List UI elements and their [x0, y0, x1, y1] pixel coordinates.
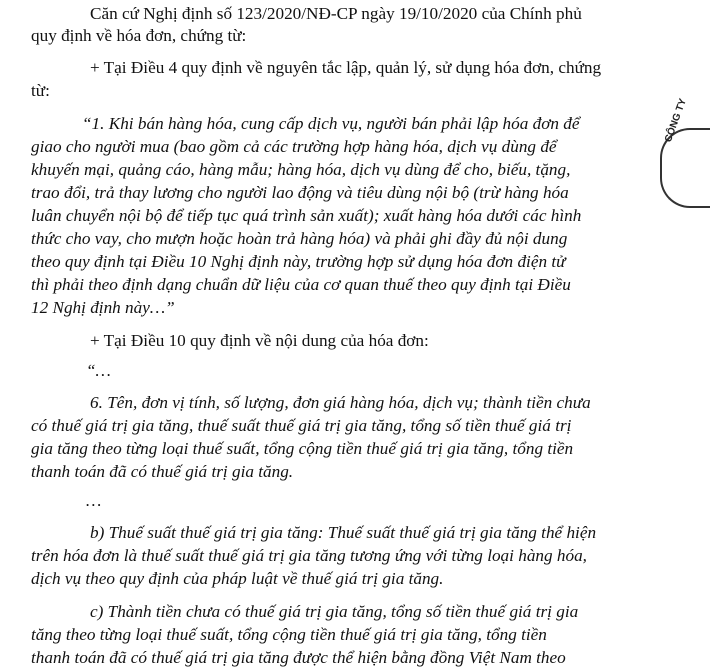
paragraph-line: + Tại Điều 10 quy định về nội dung của hóa đơn:: [90, 331, 429, 350]
quote-line: thức cho vay, cho mượn hoặc hoàn trả hàng hóa) và phải ghi đầy đủ nội dung: [31, 229, 568, 248]
paragraph-line: + Tại Điều 4 quy định về nguyên tắc lập, quản lý, sử dụng hóa đơn, chứng: [90, 58, 602, 77]
quote-line: “…: [86, 361, 111, 380]
quote-line: thanh toán đã có thuế giá trị gia tăng được thể hiện bằng đồng Việt Nam theo: [31, 648, 566, 667]
quote-line: b) Thuế suất thuế giá trị gia tăng: Thuế suất thuế giá trị gia tăng thể hiện: [90, 523, 597, 542]
quote-line: gia tăng theo từng loại thuế suất, tổng cộng tiền thuế giá trị gia tăng, tổng tiền: [31, 439, 574, 458]
quote-line: “1. Khi bán hàng hóa, cung cấp dịch vụ, người bán phải lập hóa đơn để: [82, 114, 580, 133]
quote-line: …: [86, 491, 102, 510]
quote-line: 6. Tên, đơn vị tính, số lượng, đơn giá hàng hóa, dịch vụ; thành tiền chưa: [90, 393, 591, 412]
company-stamp-text: CÔNG TY: [663, 97, 689, 144]
paragraph-line: quy định về hóa đơn, chứng từ:: [31, 26, 247, 45]
quote-line: theo quy định tại Điều 10 Nghị định này, trường hợp sử dụng hóa đơn điện tử: [31, 252, 566, 271]
quote-line: luân chuyển nội bộ để tiếp tục quá trình sản xuất); xuất hàng hóa dưới các hình: [31, 206, 582, 225]
quote-line: trên hóa đơn là thuế suất thuế giá trị gia tăng tương ứng với từng loại hàng hóa,: [31, 546, 587, 565]
quote-line: trao đổi, trả thay lương cho người lao động và tiêu dùng nội bộ (trừ hàng hóa: [31, 183, 569, 202]
paragraph-line: Căn cứ Nghị định số 123/2020/NĐ-CP ngày 19/10/2020 của Chính phủ: [90, 4, 582, 23]
paragraph-line: từ:: [31, 81, 50, 100]
quote-line: c) Thành tiền chưa có thuế giá trị gia tăng, tổng số tiền thuế giá trị gia: [90, 602, 579, 621]
quote-line: dịch vụ theo quy định của pháp luật về thuế giá trị gia tăng.: [31, 569, 444, 588]
quote-line: khuyến mại, quảng cáo, hàng mẫu; hàng hóa, dịch vụ dùng để cho, biếu, tặng,: [31, 160, 571, 179]
quote-line: giao cho người mua (bao gồm cả các trường hợp hàng hóa, dịch vụ dùng để: [31, 137, 557, 156]
quote-line: tăng theo từng loại thuế suất, tổng cộng tiền thuế giá trị gia tăng, tổng tiền: [31, 625, 547, 644]
quote-line: 12 Nghị định này…”: [31, 298, 175, 317]
quote-line: thì phải theo định dạng chuẩn dữ liệu của cơ quan thuế theo quy định tại Điều: [31, 275, 571, 294]
quote-line: có thuế giá trị gia tăng, thuế suất thuế giá trị gia tăng, tổng số tiền thuế giá trị: [31, 416, 572, 435]
quote-line: thanh toán đã có thuế giá trị gia tăng.: [31, 462, 294, 481]
